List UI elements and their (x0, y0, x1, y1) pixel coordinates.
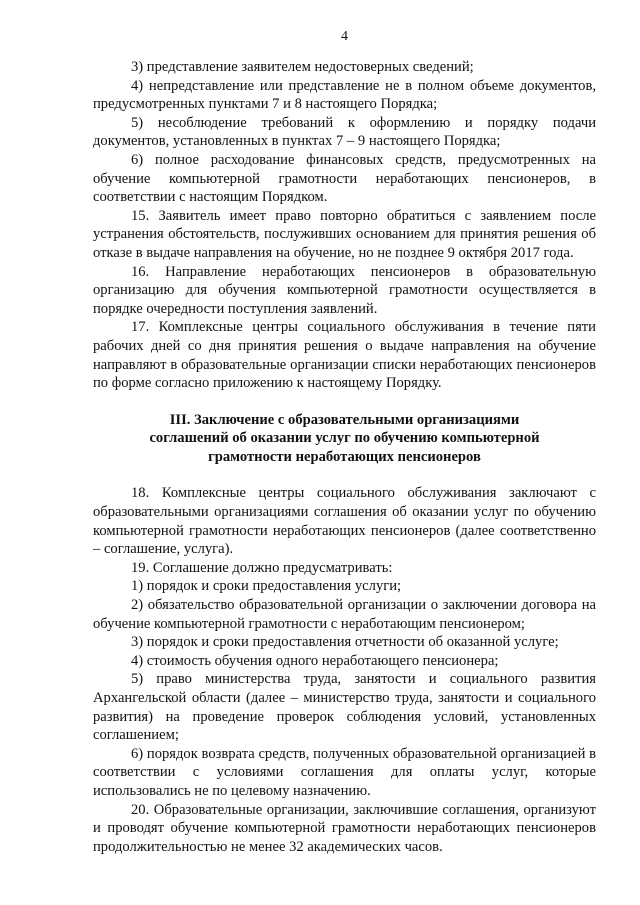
paragraph: 4) непредставление или представление не в полном объеме документов, предусмотренных пунктами 7 и 8 настоящего Порядка; (93, 77, 596, 113)
paragraph: 6) полное расходование финансовых средств, предусмотренных на обучение компьютерной грамотности неработающих пенсионеров, в соответствии с настоящим Порядком. (93, 151, 596, 206)
section-heading (93, 411, 596, 467)
paragraph: 15. Заявитель имеет право повторно обратиться с заявлением после устранения обстоятельств, послуживших основанием для принятия решения об отказе в выдаче направления на обучение, но не позднее 9 октября 2017 года. (93, 207, 596, 261)
paragraph: 16. Направление неработающих пенсионеров в образовательную организацию для обучения компьютерной грамотности осуществляется в порядке очередности поступления заявлений. (93, 263, 596, 317)
paragraph: 20. Образовательные организации, заключившие соглашения, организуют и проводят обучение компьютерной грамотности неработающих пенсионеров продолжительностью не менее 32 академических часов. (93, 801, 596, 855)
section-heading-line: соглашений об оказании услуг по обучению компьютерной (149, 430, 540, 447)
paragraph: 17. Комплексные центры социального обслуживания в течение пяти рабочих дней со дня принятия решения о выдаче направления на обучение направляют в образовательные организации списки неработающих пенсионеров по форме согласно приложению к настоящему Порядку. (93, 319, 596, 392)
paragraph: 5) несоблюдение требований к оформлению и порядку подачи документов, установленных в пунктах 7 – 9 настоящего Порядка; (93, 114, 596, 150)
paragraph: 5) право министерства труда, занятости и социального развития Архангельской области (далее – министерство труда, занятости и социального развития) на проведение проверок соблюдения условий, установленных соглашением; (93, 671, 596, 744)
paragraph: 1) порядок и сроки предоставления услуги; (131, 578, 402, 595)
section-heading-line: грамотности неработающих пенсионеров (208, 448, 481, 465)
paragraph: 3) порядок и сроки предоставления отчетности об оказанной услуге; (131, 634, 559, 651)
section-heading-line: III. Заключение с образовательными организациями (169, 411, 520, 428)
paragraph: 3) представление заявителем недостоверных сведений; (131, 59, 474, 75)
paragraph: 4) стоимость обучения одного неработающего пенсионера; (131, 652, 499, 669)
paragraph: 18. Комплексные центры социального обслуживания заключают с образовательными организациями соглашения об оказании услуг по обучению компьютерной грамотности неработающих пенсионеров (далее соответственно – соглашение, услуга). (93, 485, 596, 558)
document-body (93, 58, 596, 856)
page-number: 4 (341, 29, 348, 44)
paragraph: 6) порядок возврата средств, полученных образовательной организацией в соответствии с условиями соглашения для оплаты услуг, которые использовались не по целевому назначению. (93, 745, 596, 799)
paragraph: 19. Соглашение должно предусматривать: (131, 559, 393, 576)
paragraph: 2) обязательство образовательной организации о заключении договора на обучение компьютерной грамотности с неработающим пенсионером; (93, 597, 596, 632)
